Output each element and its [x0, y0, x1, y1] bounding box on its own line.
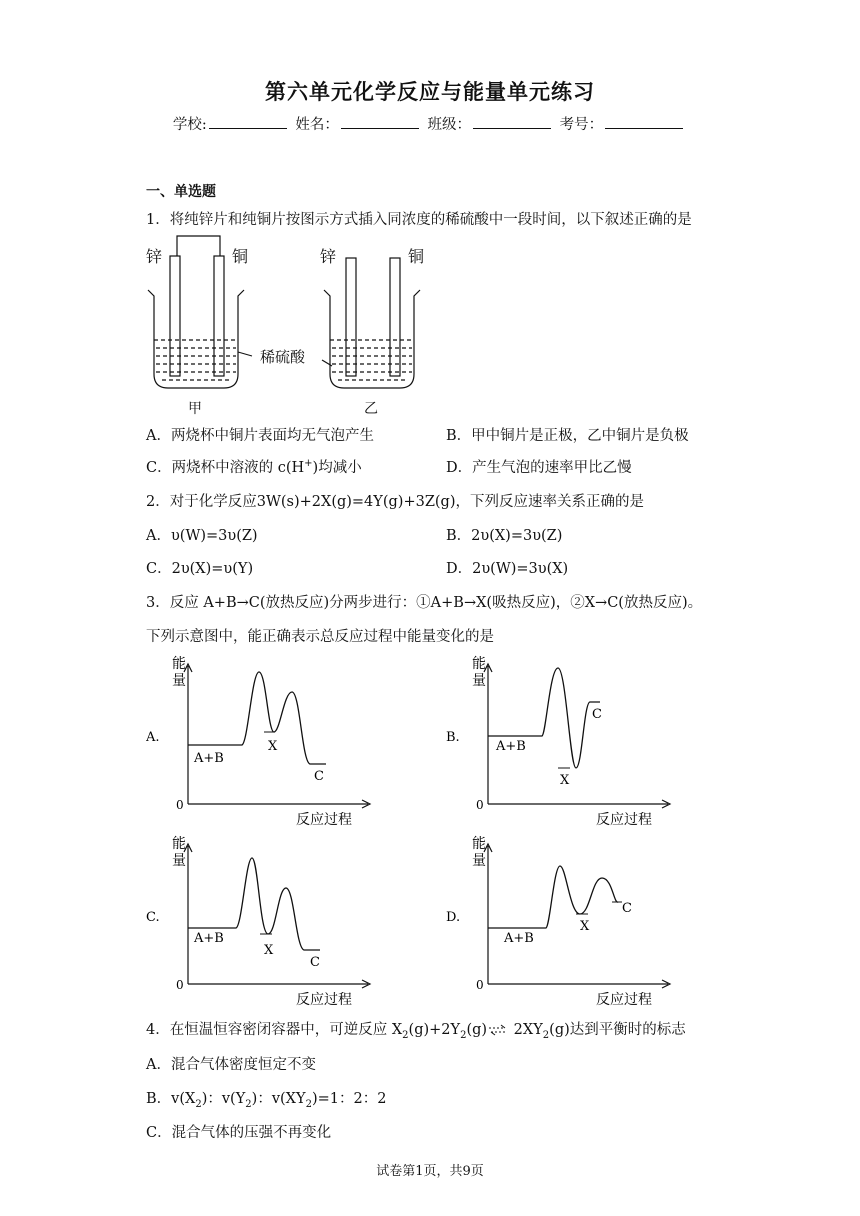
option-label: A.	[146, 730, 160, 745]
q1-option-c-text2: )均减小	[312, 460, 362, 476]
y-axis-label: 量	[172, 673, 186, 689]
y-axis-label: 能	[472, 836, 486, 852]
beaker-jia	[146, 236, 248, 417]
q4-option-b-sub2: 2	[245, 1098, 252, 1110]
q1-option-c[interactable]	[146, 456, 362, 477]
copper-strip-right	[390, 258, 400, 376]
q4-sub-1: 2	[402, 1029, 409, 1041]
student-info	[0, 113, 860, 134]
q2-option-c[interactable]: C．2υ(X)=υ(Y)	[146, 561, 254, 577]
product-label: C	[592, 707, 602, 722]
q1-option-c-sup: +	[304, 458, 313, 470]
zinc-strip-left	[170, 256, 180, 376]
q4-option-b-1: B．v(X	[146, 1091, 196, 1107]
x-axis-label: 反应过程	[596, 812, 652, 828]
y-axis-label: 量	[472, 853, 486, 869]
q4-option-b-4: )=1：2：2	[311, 1091, 387, 1107]
page-title: 第六单元化学反应与能量单元练习	[265, 79, 595, 104]
q2-stem-post: ，下列反应速率关系正确的是	[455, 494, 645, 510]
name-label: 姓名：	[295, 117, 339, 133]
copper-strip-left	[214, 256, 224, 376]
beaker-outline-right	[324, 290, 420, 388]
q4-option-a[interactable]: A．混合气体密度恒定不变	[146, 1057, 316, 1073]
reactant-label: A+B	[504, 931, 534, 946]
name-blank	[341, 116, 419, 129]
y-axis-label: 量	[172, 853, 186, 869]
exam-no-blank	[605, 116, 683, 129]
school-label: 学校:	[172, 117, 207, 133]
q4-option-b[interactable]	[146, 1087, 386, 1110]
q3-graph-d[interactable]	[446, 832, 686, 1016]
q4-option-b-3: )：v(XY	[251, 1091, 306, 1107]
q3-graph-c[interactable]	[146, 832, 386, 1016]
intermediate-label: X	[268, 739, 278, 754]
q4-stem-post: 2XY	[513, 1022, 543, 1038]
q2-equation: 3W(s)+2X(g)=4Y(g)+3Z(g)	[256, 494, 456, 510]
q4-sub-2: 2	[460, 1029, 467, 1041]
x-axis-label: 反应过程	[296, 992, 352, 1008]
q4-option-b-sub1: 2	[195, 1098, 202, 1110]
energy-curve	[488, 866, 618, 928]
reactant-label: A+B	[496, 739, 526, 754]
origin-label: 0	[476, 978, 484, 992]
origin-label: 0	[476, 798, 484, 812]
q3-stem-line2: 下列示意图中，能正确表示总反应过程中能量变化的是	[146, 629, 494, 645]
q2-option-b[interactable]: B．2υ(X)=3υ(Z)	[446, 528, 563, 544]
q4-option-c[interactable]: C．混合气体的压强不再变化	[146, 1125, 332, 1141]
q2-stem-pre: 2．对于化学反应	[146, 494, 257, 510]
q1-option-c-text1: C．两烧杯中溶液的 c(H	[146, 460, 305, 476]
acid-label: 稀硫酸	[260, 348, 306, 366]
x-axis-label: 反应过程	[596, 992, 652, 1008]
page-footer: 试卷第1页，共9页	[376, 1164, 484, 1179]
q1-beaker-figure	[140, 228, 450, 418]
q1-option-b[interactable]: B．甲中铜片是正极，乙中铜片是负极	[446, 428, 689, 444]
q4-option-b-2: )：v(Y	[201, 1091, 246, 1107]
q4-sub-3: 2	[542, 1029, 550, 1041]
q3-graph-a[interactable]	[146, 652, 386, 836]
q4-stem-end: (g)达到平衡时的标志	[549, 1022, 686, 1038]
beaker-label-yi: 乙	[364, 401, 378, 417]
intermediate-label: X	[580, 919, 590, 934]
q2-stem	[146, 490, 644, 511]
reactant-label: A+B	[194, 751, 224, 766]
y-axis-label: 能	[172, 836, 186, 852]
q4-option-b-sub3: 2	[305, 1098, 312, 1110]
q1-stem: 1．将纯锌片和纯铜片按图示方式插入同浓度的稀硫酸中一段时间，以下叙述正确的是	[146, 212, 692, 228]
q3-graph-b[interactable]	[446, 652, 686, 836]
y-axis-label: 量	[472, 673, 486, 689]
intermediate-label: X	[264, 943, 274, 958]
y-axis-label: 能	[172, 656, 186, 672]
q4-stem	[146, 1018, 686, 1041]
q3-stem-line1: 3．反应 A+B→C(放热反应)分两步进行：①A+B→X(吸热反应)，②X→C(放热反应)。	[146, 595, 703, 611]
product-label: C	[314, 769, 324, 784]
beaker-label-jia: 甲	[188, 401, 202, 417]
origin-label: 0	[176, 798, 184, 812]
copper-label-right: 铜	[408, 247, 425, 266]
option-label: C.	[146, 910, 160, 925]
option-label: D.	[446, 910, 461, 925]
copper-label-left: 铜	[232, 247, 249, 266]
zinc-label-left: 锌	[146, 247, 163, 266]
reversible-arrow-icon	[487, 1023, 509, 1037]
zinc-label-right: 锌	[320, 247, 337, 266]
reactant-label: A+B	[194, 931, 224, 946]
school-blank	[209, 116, 287, 129]
q4-stem-mid: (g)+2Y	[408, 1022, 461, 1038]
exam-no-label: 考号：	[559, 117, 604, 133]
q4-stem-pre: 4．在恒温恒容密闭容器中，可逆反应 X	[146, 1022, 403, 1038]
product-label: C	[310, 955, 320, 970]
y-axis-label: 能	[472, 656, 486, 672]
zinc-strip-right	[346, 258, 356, 376]
intermediate-label: X	[560, 773, 570, 788]
origin-label: 0	[176, 978, 184, 992]
class-blank	[473, 116, 551, 129]
q4-stem-mid2: (g)	[466, 1022, 488, 1038]
q1-option-d[interactable]: D．产生气泡的速率甲比乙慢	[446, 460, 632, 476]
x-axis-label: 反应过程	[296, 812, 352, 828]
q2-option-d[interactable]: D．2υ(W)=3υ(X)	[446, 561, 569, 577]
option-label: B.	[446, 730, 460, 745]
class-label: 班级：	[427, 117, 471, 133]
q1-option-a[interactable]: A．两烧杯中铜片表面均无气泡产生	[146, 428, 374, 444]
q2-option-a[interactable]: A．υ(W)=3υ(Z)	[146, 528, 258, 544]
beaker-outline-left	[148, 290, 244, 388]
product-label: C	[622, 901, 632, 916]
section-heading: 一、单选题	[146, 184, 216, 200]
beaker-yi	[320, 247, 424, 417]
